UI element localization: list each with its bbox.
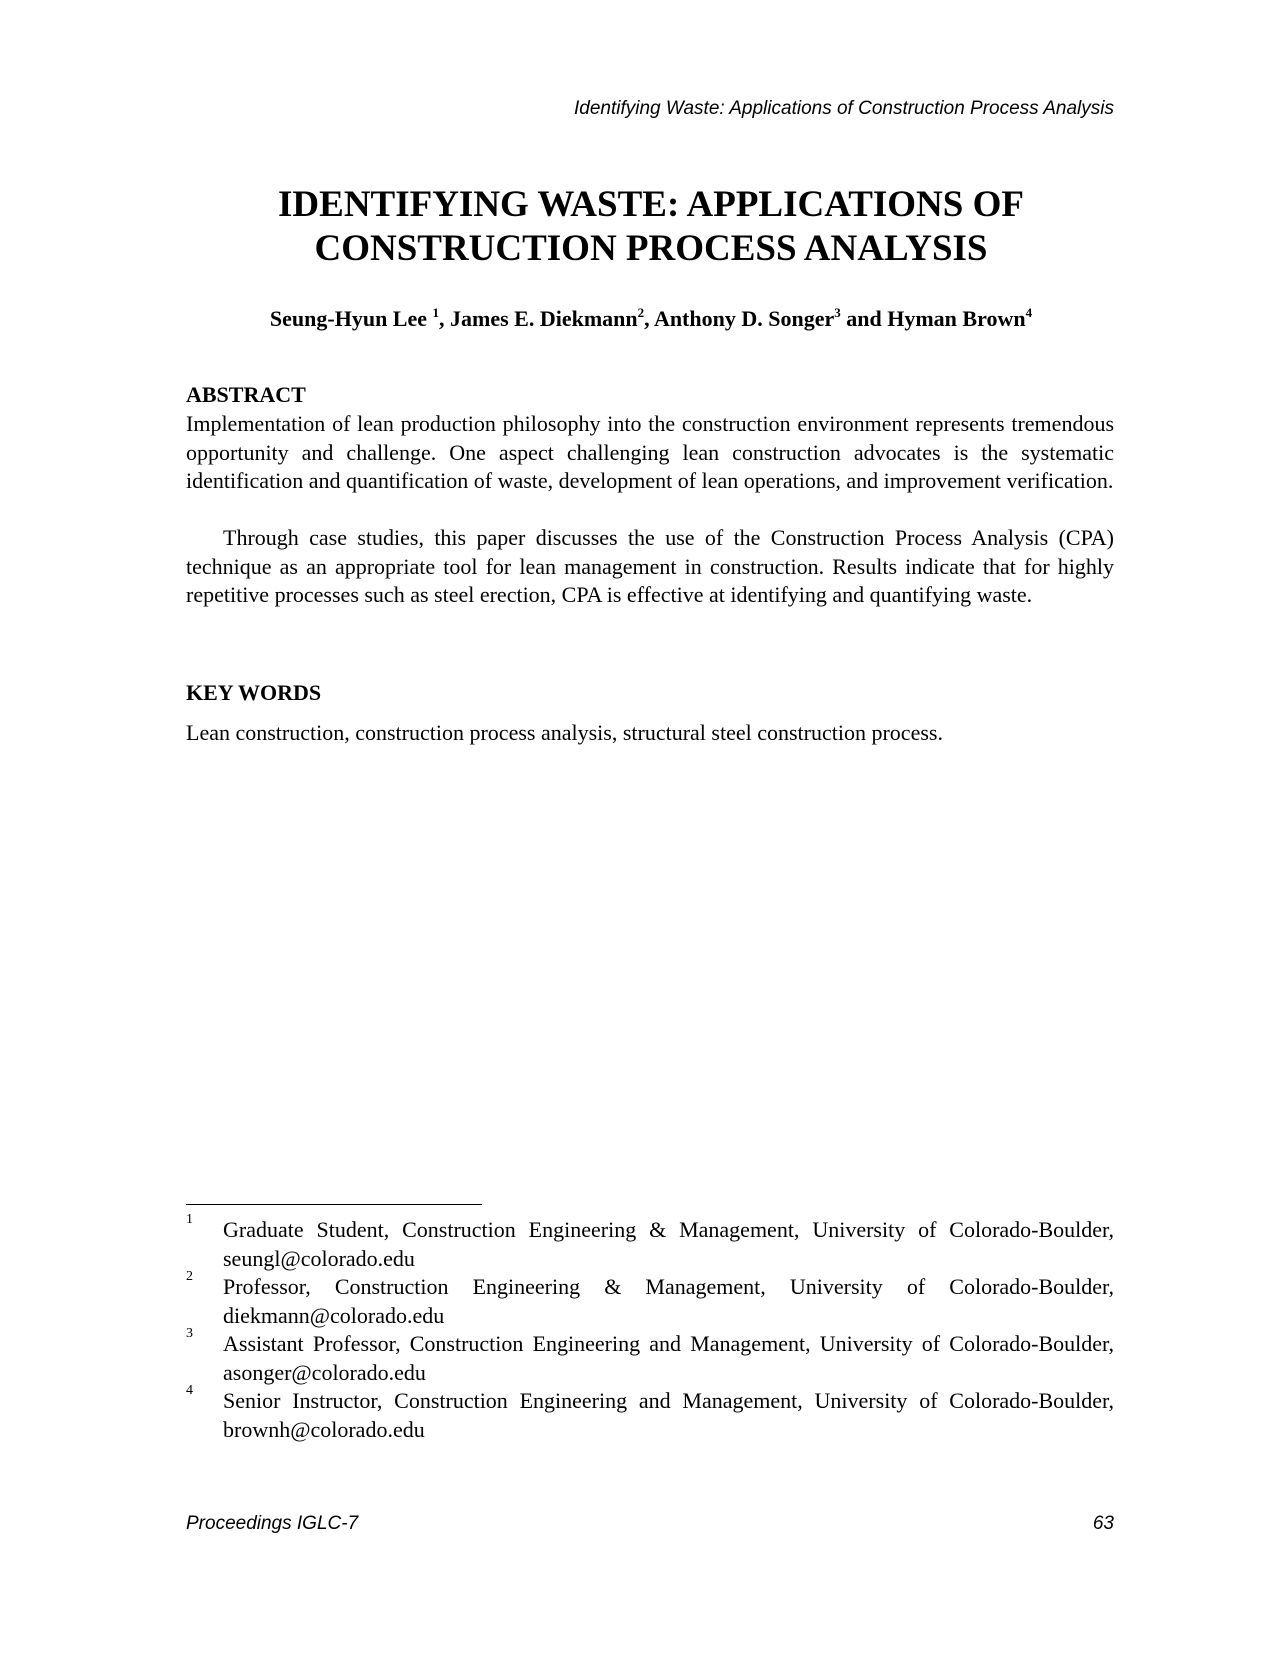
footnote-1: [186, 1212, 1114, 1273]
author-name: James E. Diekmann: [450, 306, 638, 331]
footnote-4: [186, 1383, 1114, 1444]
author-separator: ,: [644, 306, 654, 331]
footnote-number: 2: [186, 1269, 193, 1284]
footnote-divider: [186, 1204, 482, 1205]
footnote-text: Graduate Student, Construction Engineering & Management, University of Colorado-Boulder, seungl@colorado.edu: [223, 1217, 1114, 1271]
page-number: 63: [1092, 1513, 1114, 1534]
footer-proceedings: Proceedings IGLC-7: [186, 1513, 359, 1534]
footnote-text: Assistant Professor, Construction Engineering and Management, University of Colorado-Boulder, asonger@colorado.edu: [223, 1331, 1114, 1385]
author-name: Anthony D. Songer: [653, 306, 835, 331]
keywords-heading: KEY WORDS: [186, 680, 322, 705]
footnote-number: 3: [186, 1326, 193, 1341]
affiliation-mark: 2: [637, 305, 645, 320]
footnote-number: 4: [186, 1383, 193, 1398]
author-name: Seung-Hyun Lee: [269, 306, 433, 331]
footnote-2: [186, 1269, 1114, 1330]
author-list: [186, 306, 1116, 332]
keywords-text: Lean construction, construction process analysis, structural steel construction process.: [186, 720, 943, 745]
author-name: Hyman Brown: [887, 306, 1026, 331]
affiliation-mark: 1: [432, 305, 440, 320]
affiliation-mark: 3: [834, 305, 841, 320]
abstract-paragraph-1: Implementation of lean production philosophy into the construction environment represents tremendous opportunity and challenge. One aspect challenging lean construction advocates is the systematic identification and quantification of waste, development of lean operations, and improvement verification.: [186, 411, 1114, 493]
footnote-3: [186, 1326, 1114, 1387]
footnote-text: Senior Instructor, Construction Engineering and Management, University of Colorado-Boulder, brownh@colorado.edu: [223, 1388, 1114, 1442]
affiliation-mark: 4: [1025, 305, 1033, 320]
abstract-paragraph-2: Through case studies, this paper discusses the use of the Construction Process Analysis (CPA) technique as an appropriate tool for lean management in construction. Results indicate that for highly repetitive processes such as steel erection, CPA is effective at identifying and quantifying waste.: [186, 525, 1114, 607]
author-separator: ,: [439, 306, 451, 331]
paper-title: [186, 183, 1116, 271]
title-line-2: CONSTRUCTION PROCESS ANALYSIS: [314, 228, 988, 269]
running-header: Identifying Waste: Applications of Construction Process Analysis: [574, 98, 1114, 119]
abstract-heading: ABSTRACT: [186, 382, 306, 407]
footnote-number: 1: [186, 1212, 193, 1227]
title-line-1: IDENTIFYING WASTE: APPLICATIONS OF: [278, 184, 1024, 225]
author-separator: and: [840, 306, 888, 331]
footnote-text: Professor, Construction Engineering & Management, University of Colorado-Boulder, diekmann@colorado.edu: [223, 1274, 1114, 1328]
